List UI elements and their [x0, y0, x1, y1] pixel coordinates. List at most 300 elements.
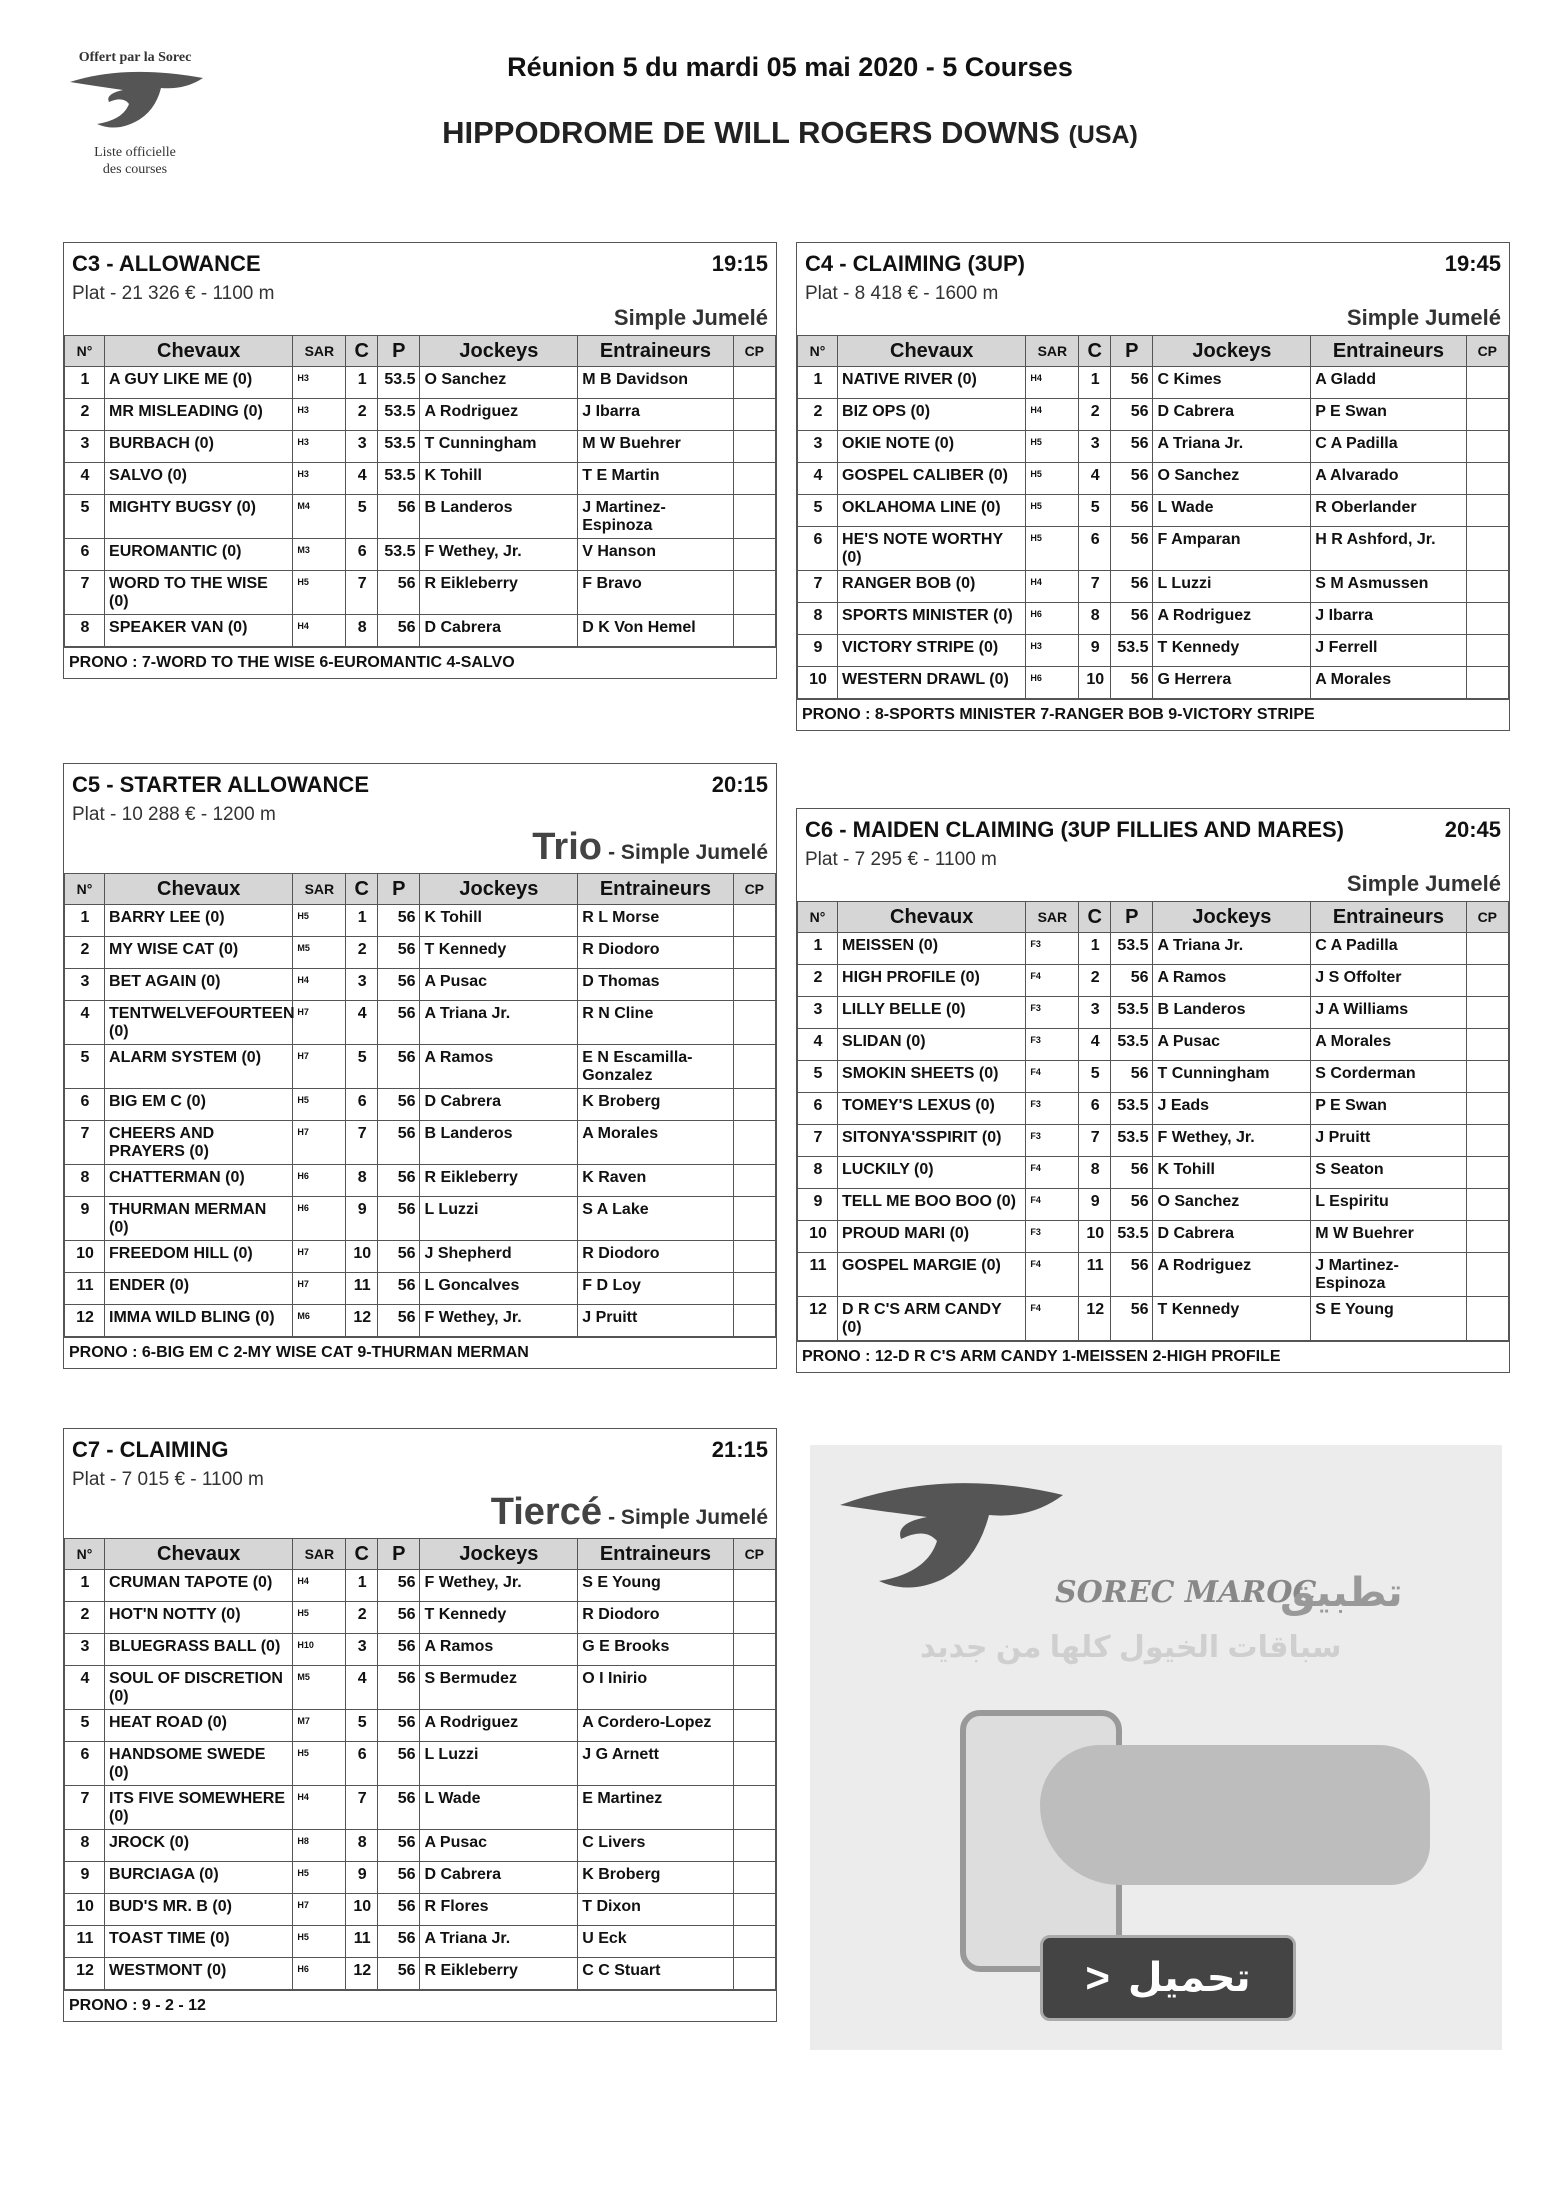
cell-trainer: A Alvarado — [1311, 463, 1466, 495]
cell-number: 6 — [798, 527, 838, 571]
cell-horse: MY WISE CAT (0) — [105, 937, 293, 969]
cell-cp — [1466, 463, 1508, 495]
cell-cp — [1466, 965, 1508, 997]
cell-cp — [1466, 399, 1508, 431]
col-jockey-header: Jockeys — [420, 874, 578, 905]
cell-corde: 6 — [346, 1742, 378, 1786]
cell-sar: H3 — [293, 463, 346, 495]
cell-trainer: J Martinez-Espinoza — [1311, 1253, 1466, 1297]
col-trainer-header: Entraineurs — [1311, 902, 1466, 933]
cell-number: 3 — [65, 969, 105, 1001]
cell-poids: 56 — [1111, 603, 1153, 635]
cell-number: 8 — [65, 1830, 105, 1862]
table-header-row — [798, 902, 1509, 933]
download-button[interactable] — [1040, 1935, 1296, 2021]
cell-trainer: J Ibarra — [578, 399, 733, 431]
col-p-header: P — [378, 336, 420, 367]
cell-trainer: V Hanson — [578, 539, 733, 571]
race-info: Plat - 21 326 € - 1100 m — [72, 283, 275, 304]
cell-corde: 8 — [346, 615, 378, 647]
cell-jockey: O Sanchez — [1153, 463, 1311, 495]
col-jockey-header: Jockeys — [1153, 336, 1311, 367]
cell-jockey: D Cabrera — [1153, 399, 1311, 431]
cell-trainer: D Thomas — [578, 969, 733, 1001]
cell-sar: F3 — [1026, 1221, 1079, 1253]
cell-jockey: K Tohill — [420, 463, 578, 495]
cell-sar: F3 — [1026, 1029, 1079, 1061]
table-row — [65, 905, 776, 937]
cell-cp — [733, 1926, 775, 1958]
cell-trainer: J Martinez-Espinoza — [578, 495, 733, 539]
cell-horse: LILLY BELLE (0) — [838, 997, 1026, 1029]
cell-cp — [733, 495, 775, 539]
cell-sar: F3 — [1026, 997, 1079, 1029]
cell-cp — [1466, 635, 1508, 667]
cell-corde: 3 — [1079, 997, 1111, 1029]
cell-poids: 53.5 — [1111, 997, 1153, 1029]
col-p-header: P — [1111, 902, 1153, 933]
cell-poids: 56 — [1111, 1253, 1153, 1297]
cell-cp — [733, 937, 775, 969]
cell-poids: 53.5 — [1111, 1093, 1153, 1125]
race-time: 20:15 — [711, 772, 768, 797]
cell-number: 8 — [798, 603, 838, 635]
cell-number: 7 — [65, 571, 105, 615]
cell-jockey: R Eikleberry — [420, 1958, 578, 1990]
cell-corde: 6 — [346, 1089, 378, 1121]
cell-trainer: M W Buehrer — [1311, 1221, 1466, 1253]
cell-corde: 4 — [346, 1001, 378, 1045]
cell-jockey: L Wade — [420, 1786, 578, 1830]
cell-sar: H10 — [293, 1634, 346, 1666]
cell-number: 4 — [798, 1029, 838, 1061]
bet-types — [797, 871, 1509, 901]
cell-jockey: G Herrera — [1153, 667, 1311, 699]
cell-sar: M4 — [293, 495, 346, 539]
cell-cp — [733, 1570, 775, 1602]
cell-sar: F4 — [1026, 1189, 1079, 1221]
cell-cp — [733, 1894, 775, 1926]
cell-horse: D R C'S ARM CANDY (0) — [838, 1297, 1026, 1341]
ad-tagline: سباقات الخيول كلها من جديد — [920, 1631, 1342, 1664]
race-time: 19:15 — [711, 251, 768, 276]
table-row — [798, 1221, 1509, 1253]
cell-sar: H7 — [293, 1045, 346, 1089]
col-horse-header: Chevaux — [838, 336, 1026, 367]
table-row — [65, 1894, 776, 1926]
cell-cp — [733, 571, 775, 615]
cell-corde: 11 — [1079, 1253, 1111, 1297]
col-cp-header: CP — [733, 336, 775, 367]
table-row — [798, 997, 1509, 1029]
race-card-c6 — [796, 808, 1510, 1373]
cell-corde: 12 — [1079, 1297, 1111, 1341]
cell-sar: H6 — [1026, 603, 1079, 635]
col-sar-header: SAR — [293, 874, 346, 905]
cell-jockey: D Cabrera — [1153, 1221, 1311, 1253]
cell-trainer: S M Asmussen — [1311, 571, 1466, 603]
cell-poids: 56 — [378, 905, 420, 937]
cell-corde: 1 — [346, 367, 378, 399]
horse-logo-icon — [65, 68, 205, 142]
cell-cp — [733, 1305, 775, 1337]
sorec-app-ad[interactable] — [810, 1445, 1502, 2050]
cell-corde: 6 — [1079, 527, 1111, 571]
cell-horse: HEAT ROAD (0) — [105, 1710, 293, 1742]
cell-number: 5 — [65, 495, 105, 539]
cell-horse: EUROMANTIC (0) — [105, 539, 293, 571]
cell-poids: 56 — [378, 495, 420, 539]
cell-sar: H5 — [293, 571, 346, 615]
cell-horse: GOSPEL CALIBER (0) — [838, 463, 1026, 495]
cell-horse: TENTWELVEFOURTEEN (0) — [105, 1001, 293, 1045]
cell-corde: 4 — [346, 463, 378, 495]
cell-number: 5 — [798, 495, 838, 527]
cell-number: 3 — [65, 431, 105, 463]
col-cp-header: CP — [1466, 336, 1508, 367]
cell-cp — [1466, 1297, 1508, 1341]
cell-jockey: B Landeros — [420, 495, 578, 539]
cell-poids: 56 — [1111, 965, 1153, 997]
cell-trainer: G E Brooks — [578, 1634, 733, 1666]
cell-number: 3 — [798, 431, 838, 463]
cell-trainer: H R Ashford, Jr. — [1311, 527, 1466, 571]
cell-cp — [733, 1121, 775, 1165]
chevron-right-icon: > — [1085, 1954, 1110, 2001]
cell-poids: 56 — [1111, 463, 1153, 495]
cell-sar: H4 — [293, 1786, 346, 1830]
cell-poids: 56 — [378, 1273, 420, 1305]
bet-types — [64, 305, 776, 335]
cell-trainer: S E Young — [578, 1570, 733, 1602]
table-row — [798, 527, 1509, 571]
cell-corde: 3 — [346, 1634, 378, 1666]
cell-cp — [733, 1958, 775, 1990]
table-row — [798, 965, 1509, 997]
table-row — [798, 431, 1509, 463]
cell-corde: 8 — [346, 1165, 378, 1197]
cell-cp — [733, 1241, 775, 1273]
cell-poids: 56 — [378, 1786, 420, 1830]
cell-sar: H7 — [293, 1273, 346, 1305]
prono-line: PRONO : 6-BIG EM C 2-MY WISE CAT 9-THURMAN MERMAN — [64, 1337, 776, 1368]
cell-cp — [1466, 933, 1508, 965]
cell-corde: 1 — [1079, 367, 1111, 399]
cell-corde: 1 — [346, 1570, 378, 1602]
cell-cp — [733, 1666, 775, 1710]
runners-table — [797, 901, 1509, 1341]
cell-corde: 8 — [346, 1830, 378, 1862]
cell-horse: BIZ OPS (0) — [838, 399, 1026, 431]
cell-number: 12 — [798, 1297, 838, 1341]
cell-sar: F3 — [1026, 1093, 1079, 1125]
cell-corde: 7 — [346, 1121, 378, 1165]
cell-number: 4 — [65, 1666, 105, 1710]
cell-cp — [733, 1862, 775, 1894]
cell-number: 7 — [65, 1786, 105, 1830]
cell-trainer: J S Offolter — [1311, 965, 1466, 997]
logo-bottom-text-1: Liste officielle — [94, 145, 176, 160]
col-trainer-header: Entraineurs — [1311, 336, 1466, 367]
cell-cp — [1466, 997, 1508, 1029]
cell-poids: 56 — [1111, 431, 1153, 463]
col-c-header: C — [346, 336, 378, 367]
cell-sar: H5 — [293, 1742, 346, 1786]
cell-horse: BARRY LEE (0) — [105, 905, 293, 937]
cell-jockey: T Kennedy — [420, 1602, 578, 1634]
cell-horse: WESTERN DRAWL (0) — [838, 667, 1026, 699]
cell-horse: SITONYA'SSPIRIT (0) — [838, 1125, 1026, 1157]
cell-sar: H4 — [1026, 571, 1079, 603]
cell-number: 7 — [798, 1125, 838, 1157]
cell-number: 9 — [65, 1197, 105, 1241]
table-row — [65, 1634, 776, 1666]
cell-sar: H4 — [293, 969, 346, 1001]
cell-number: 1 — [65, 367, 105, 399]
cell-poids: 56 — [1111, 1189, 1153, 1221]
cell-horse: CHATTERMAN (0) — [105, 1165, 293, 1197]
ad-brand: SOREC MAROC — [1055, 1575, 1317, 1610]
cell-jockey: T Cunningham — [420, 431, 578, 463]
cell-corde: 4 — [1079, 1029, 1111, 1061]
race-header — [64, 243, 776, 277]
col-jockey-header: Jockeys — [420, 336, 578, 367]
cell-corde: 8 — [1079, 603, 1111, 635]
cell-corde: 2 — [1079, 965, 1111, 997]
table-row — [65, 1862, 776, 1894]
cell-jockey: S Bermudez — [420, 1666, 578, 1710]
cell-horse: NATIVE RIVER (0) — [838, 367, 1026, 399]
table-row — [65, 463, 776, 495]
horse-logo-icon — [835, 1475, 1065, 1615]
cell-cp — [1466, 571, 1508, 603]
cell-sar: M5 — [293, 1666, 346, 1710]
cell-number: 4 — [65, 1001, 105, 1045]
cell-horse: HIGH PROFILE (0) — [838, 965, 1026, 997]
cell-horse: WESTMONT (0) — [105, 1958, 293, 1990]
cell-trainer: K Raven — [578, 1165, 733, 1197]
cell-jockey: A Rodriguez — [420, 399, 578, 431]
cell-horse: SOUL OF DISCRETION (0) — [105, 1666, 293, 1710]
table-row — [798, 399, 1509, 431]
cell-jockey: T Kennedy — [1153, 635, 1311, 667]
col-cp-header: CP — [733, 874, 775, 905]
cell-poids: 56 — [378, 571, 420, 615]
cell-poids: 53.5 — [1111, 1221, 1153, 1253]
cell-horse: ALARM SYSTEM (0) — [105, 1045, 293, 1089]
cell-poids: 53.5 — [378, 431, 420, 463]
table-row — [65, 1958, 776, 1990]
col-p-header: P — [378, 1539, 420, 1570]
race-title: C6 - MAIDEN CLAIMING (3UP FILLIES AND MARES) — [805, 817, 1345, 842]
table-row — [65, 431, 776, 463]
cell-trainer: J A Williams — [1311, 997, 1466, 1029]
bet-types — [64, 1491, 776, 1538]
cell-cp — [733, 905, 775, 937]
col-horse-header: Chevaux — [105, 336, 293, 367]
cell-number: 3 — [65, 1634, 105, 1666]
cell-poids: 53.5 — [1111, 1125, 1153, 1157]
cell-corde: 5 — [346, 1710, 378, 1742]
cell-cp — [733, 367, 775, 399]
col-sar-header: SAR — [293, 1539, 346, 1570]
cell-jockey: R Eikleberry — [420, 1165, 578, 1197]
cell-horse: TELL ME BOO BOO (0) — [838, 1189, 1026, 1221]
table-row — [798, 933, 1509, 965]
table-row — [798, 1061, 1509, 1093]
cell-sar: H3 — [293, 431, 346, 463]
cell-trainer: F Bravo — [578, 571, 733, 615]
cell-sar: H3 — [293, 367, 346, 399]
cell-number: 1 — [65, 905, 105, 937]
table-row — [65, 969, 776, 1001]
cell-horse: SALVO (0) — [105, 463, 293, 495]
cell-number: 4 — [798, 463, 838, 495]
cell-horse: OKLAHOMA LINE (0) — [838, 495, 1026, 527]
cell-corde: 7 — [346, 1786, 378, 1830]
logo-bottom-text-2: des courses — [102, 162, 168, 177]
cell-horse: CHEERS AND PRAYERS (0) — [105, 1121, 293, 1165]
cell-jockey: D Cabrera — [420, 615, 578, 647]
col-trainer-header: Entraineurs — [578, 1539, 733, 1570]
cell-jockey: D Cabrera — [420, 1089, 578, 1121]
cell-sar: M5 — [293, 937, 346, 969]
cell-corde: 2 — [346, 399, 378, 431]
col-num-header: N° — [798, 336, 838, 367]
racecourse-country: (USA) — [1068, 121, 1138, 149]
cell-corde: 4 — [346, 1666, 378, 1710]
bet-list: Simple Jumelé — [1346, 871, 1501, 896]
cell-jockey: B Landeros — [1153, 997, 1311, 1029]
race-info: Plat - 7 295 € - 1100 m — [805, 849, 997, 870]
race-time: 20:45 — [1444, 817, 1501, 842]
cell-cp — [733, 399, 775, 431]
cell-corde: 7 — [1079, 571, 1111, 603]
racing-horses-illustration — [1040, 1745, 1430, 1885]
cell-jockey: R Flores — [420, 1894, 578, 1926]
cell-corde: 10 — [1079, 667, 1111, 699]
cell-sar: H7 — [293, 1241, 346, 1273]
cell-trainer: C C Stuart — [578, 1958, 733, 1990]
cell-horse: SLIDAN (0) — [838, 1029, 1026, 1061]
cell-poids: 53.5 — [378, 539, 420, 571]
cell-jockey: T Cunningham — [1153, 1061, 1311, 1093]
racecourse-name: HIPPODROME DE WILL ROGERS DOWNS — [442, 115, 1060, 150]
cell-sar: F4 — [1026, 1157, 1079, 1189]
cell-number: 1 — [65, 1570, 105, 1602]
table-row — [798, 667, 1509, 699]
cell-sar: H5 — [293, 1926, 346, 1958]
cell-poids: 53.5 — [378, 399, 420, 431]
cell-horse: BLUEGRASS BALL (0) — [105, 1634, 293, 1666]
table-row — [65, 367, 776, 399]
cell-number: 1 — [798, 933, 838, 965]
cell-number: 10 — [65, 1894, 105, 1926]
cell-poids: 53.5 — [378, 463, 420, 495]
cell-cp — [1466, 1029, 1508, 1061]
cell-jockey: F Wethey, Jr. — [420, 1305, 578, 1337]
cell-number: 1 — [798, 367, 838, 399]
cell-trainer: R Diodoro — [578, 1241, 733, 1273]
cell-trainer: U Eck — [578, 1926, 733, 1958]
race-header — [64, 1429, 776, 1463]
cell-corde: 1 — [346, 905, 378, 937]
cell-number: 2 — [798, 965, 838, 997]
col-cp-header: CP — [733, 1539, 775, 1570]
cell-trainer: T E Martin — [578, 463, 733, 495]
cell-trainer: S Corderman — [1311, 1061, 1466, 1093]
cell-trainer: M W Buehrer — [578, 431, 733, 463]
cell-horse: TOMEY'S LEXUS (0) — [838, 1093, 1026, 1125]
race-title: C5 - STARTER ALLOWANCE — [72, 772, 369, 797]
table-header-row — [65, 874, 776, 905]
cell-poids: 56 — [378, 969, 420, 1001]
cell-cp — [1466, 1189, 1508, 1221]
cell-trainer: R L Morse — [578, 905, 733, 937]
bet-list: - Simple Jumelé — [608, 841, 768, 864]
cell-cp — [1466, 1061, 1508, 1093]
cell-horse: ENDER (0) — [105, 1273, 293, 1305]
cell-sar: H6 — [293, 1958, 346, 1990]
race-title: C7 - CLAIMING — [72, 1437, 229, 1462]
cell-jockey: A Ramos — [420, 1045, 578, 1089]
cell-corde: 11 — [346, 1926, 378, 1958]
table-row — [65, 1121, 776, 1165]
table-header-row — [798, 336, 1509, 367]
table-row — [65, 615, 776, 647]
race-header — [797, 809, 1509, 843]
cell-horse: RANGER BOB (0) — [838, 571, 1026, 603]
cell-number: 12 — [65, 1958, 105, 1990]
cell-poids: 56 — [378, 1241, 420, 1273]
cell-trainer: A Gladd — [1311, 367, 1466, 399]
cell-horse: PROUD MARI (0) — [838, 1221, 1026, 1253]
cell-number: 6 — [798, 1093, 838, 1125]
cell-jockey: A Triana Jr. — [1153, 431, 1311, 463]
cell-corde: 8 — [1079, 1157, 1111, 1189]
cell-poids: 56 — [378, 1830, 420, 1862]
racecourse-title — [360, 115, 1220, 151]
prono-line: PRONO : 8-SPORTS MINISTER 7-RANGER BOB 9-VICTORY STRIPE — [797, 699, 1509, 730]
cell-jockey: F Amparan — [1153, 527, 1311, 571]
cell-sar: H7 — [293, 1894, 346, 1926]
cell-cp — [733, 1165, 775, 1197]
cell-horse: BURBACH (0) — [105, 431, 293, 463]
cell-corde: 7 — [1079, 1125, 1111, 1157]
cell-sar: H6 — [1026, 667, 1079, 699]
cell-number: 4 — [65, 463, 105, 495]
cell-jockey: F Wethey, Jr. — [420, 539, 578, 571]
cell-number: 2 — [65, 399, 105, 431]
cell-poids: 56 — [378, 1742, 420, 1786]
cell-poids: 56 — [1111, 571, 1153, 603]
cell-number: 2 — [798, 399, 838, 431]
cell-cp — [1466, 431, 1508, 463]
cell-cp — [733, 1634, 775, 1666]
cell-number: 10 — [798, 1221, 838, 1253]
cell-corde: 4 — [1079, 463, 1111, 495]
cell-jockey: K Tohill — [1153, 1157, 1311, 1189]
cell-cp — [1466, 1157, 1508, 1189]
cell-corde: 5 — [1079, 495, 1111, 527]
cell-trainer: R Diodoro — [578, 1602, 733, 1634]
cell-cp — [733, 539, 775, 571]
col-num-header: N° — [798, 902, 838, 933]
cell-poids: 56 — [378, 1197, 420, 1241]
cell-corde: 12 — [346, 1958, 378, 1990]
cell-sar: H3 — [1026, 635, 1079, 667]
cell-cp — [733, 1742, 775, 1786]
